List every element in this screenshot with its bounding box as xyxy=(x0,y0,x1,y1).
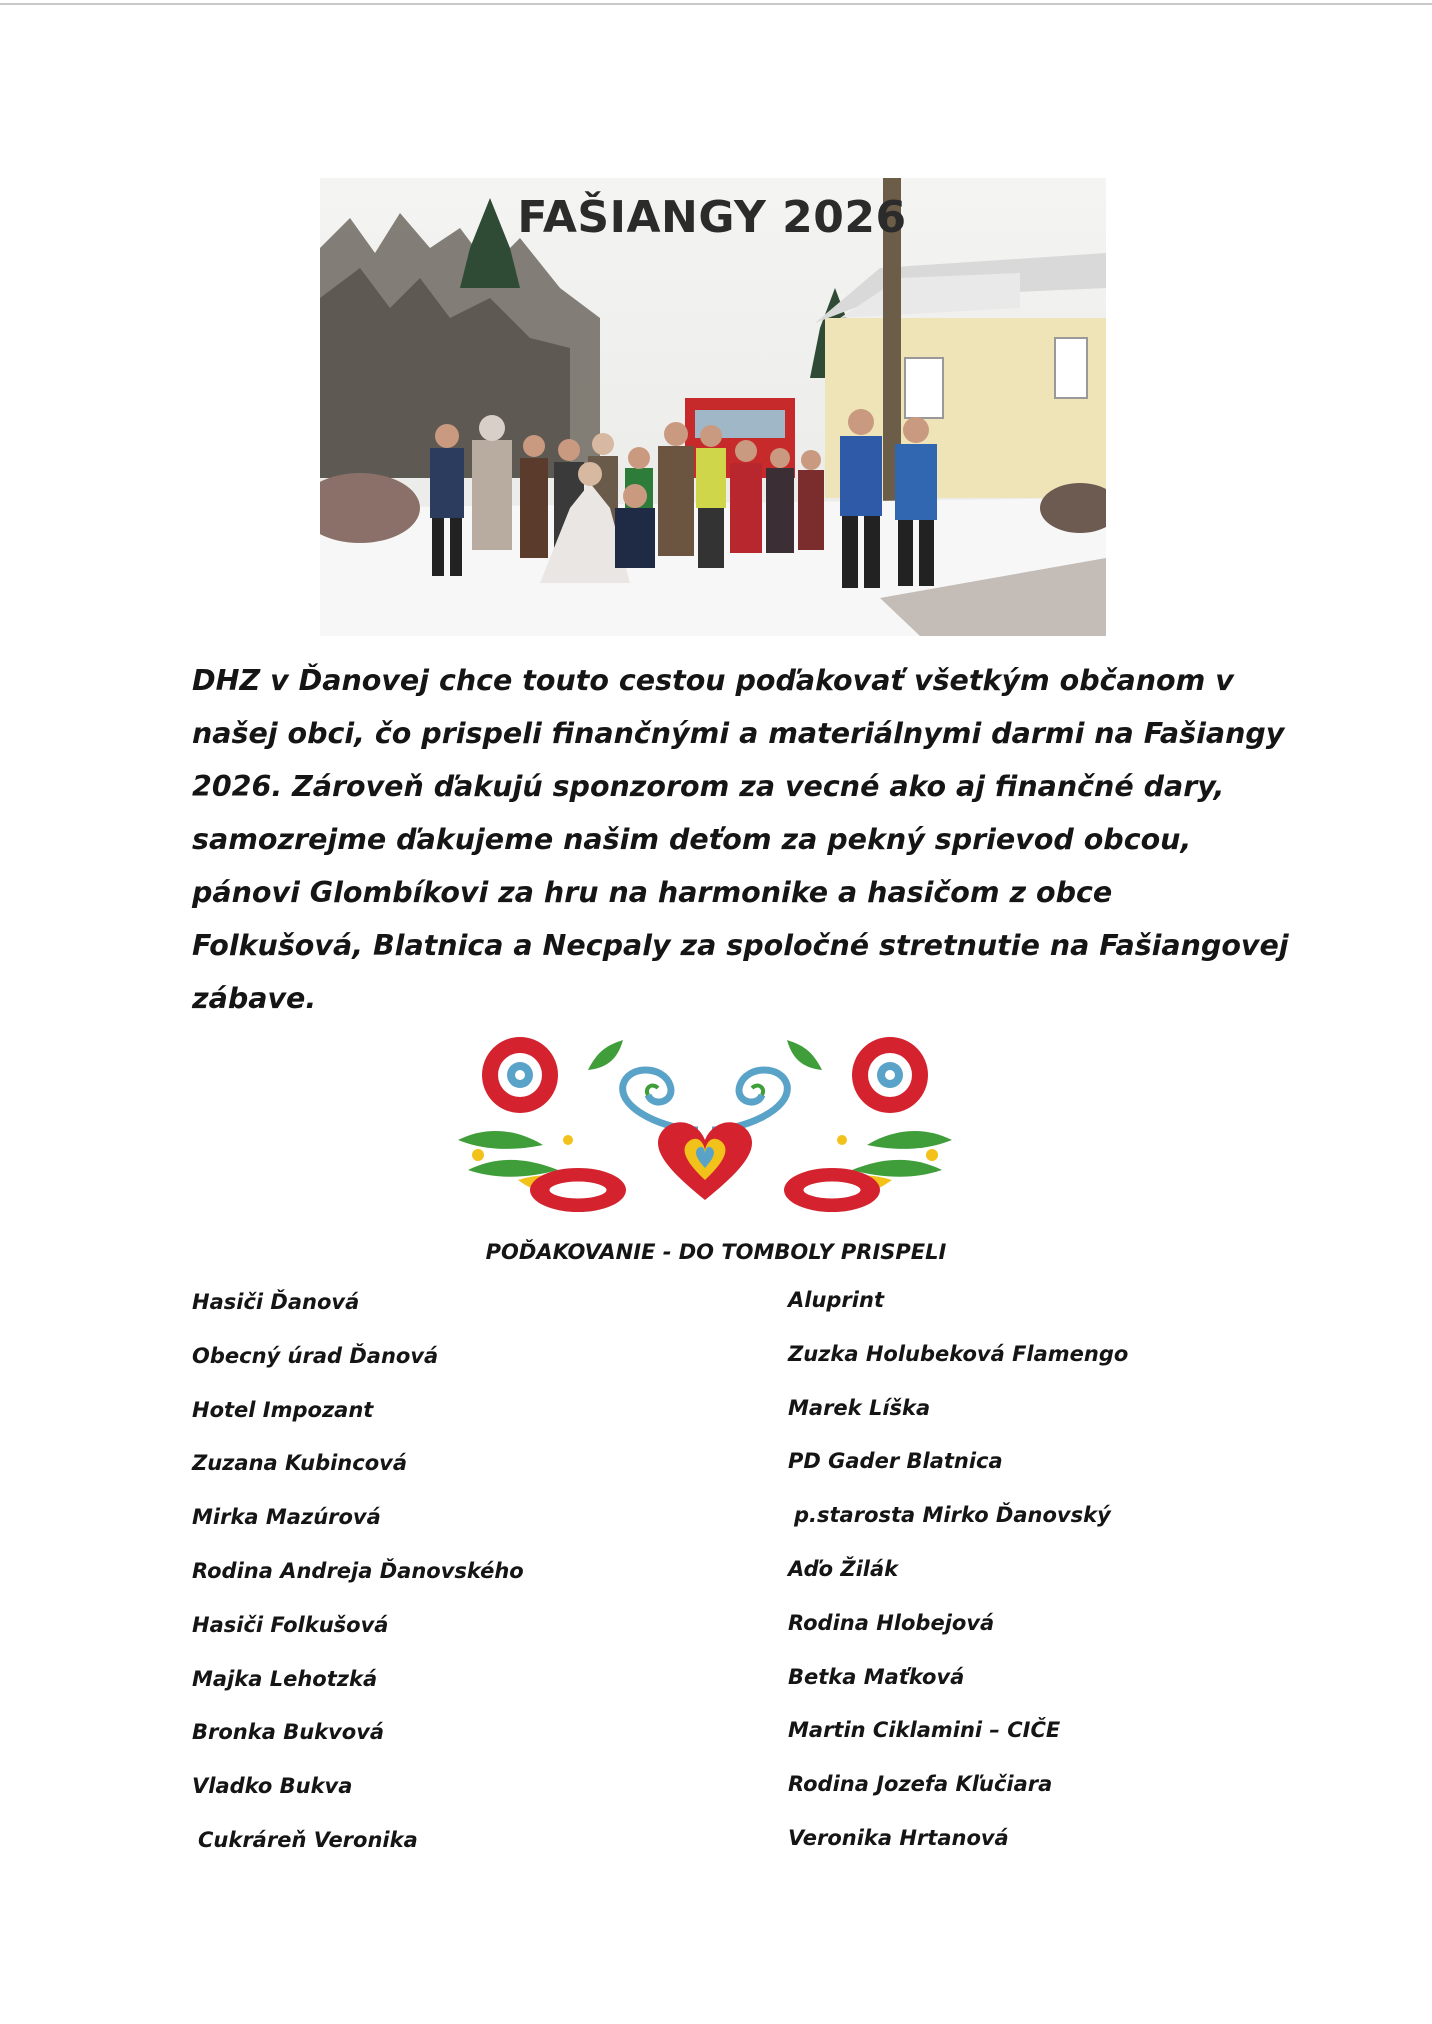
donor-item: Obecný úrad Ďanová xyxy=(192,1343,439,1368)
donor-item: Vladko Bukva xyxy=(192,1774,353,1799)
photo-scene xyxy=(320,178,1106,636)
donor-item: Hasiči Ďanová xyxy=(192,1290,360,1314)
donor-item: Zuzka Holubeková Flamengo xyxy=(788,1341,1129,1366)
donor-item: Aluprint xyxy=(788,1288,884,1312)
top-rule xyxy=(0,3,1432,5)
donor-item: Veronika Hrtanová xyxy=(788,1825,1009,1850)
heart-icon xyxy=(658,1122,752,1200)
donor-item: Rodina Hlobejová xyxy=(788,1610,995,1635)
donor-item: Zuzana Kubincová xyxy=(192,1451,407,1476)
donor-item: Aďo Žilák xyxy=(788,1556,899,1581)
group-photo xyxy=(320,178,1106,636)
donor-item: Rodina Jozefa Kľučiara xyxy=(788,1772,1053,1797)
donor-item: Bronka Bukvová xyxy=(192,1720,385,1745)
folk-ornament-graphic xyxy=(448,1030,962,1216)
donor-item: Marek Líška xyxy=(788,1395,931,1420)
donor-item: p.starosta Mirko Ďanovský xyxy=(794,1503,1111,1528)
donor-item: Martin Ciklamini – CIČE xyxy=(788,1718,1061,1743)
donor-item: Betka Maťková xyxy=(788,1664,965,1689)
flower-left-icon xyxy=(482,1037,558,1113)
donor-item: Majka Lehotzká xyxy=(192,1666,378,1691)
donor-item: Cukráreň Veronika xyxy=(198,1827,418,1852)
flower-right-icon xyxy=(852,1037,928,1113)
thanks-paragraph: DHZ v Ďanovej chce touto cestou poďakovať všetkým občanom v našej obci, čo prispeli finančnými a materiálnymi darmi na Fašiangy 2026. Zároveň ďakujú sponzorom za vecné ako aj finančné dary, samozrejme ďakujeme našim deťom za pekný sprievod obcou, pánovi Glombíkovi za hru na harmonike a hasičom z obce Folkušová, Blatnica a Necpaly za spoločné stretnutie na Fašiangovej zábave. xyxy=(192,664,1289,1015)
donors-left-column xyxy=(192,1290,524,1882)
donor-item: Hasiči Folkušová xyxy=(192,1612,389,1637)
photo-title: FAŠIANGY 2026 xyxy=(517,192,907,243)
donors-right-column xyxy=(788,1288,1128,1880)
donor-item: PD Gader Blatnica xyxy=(788,1449,1003,1474)
folk-ornament xyxy=(448,1030,962,1216)
donor-item: Mirka Mazúrová xyxy=(192,1505,381,1530)
donor-item: Rodina Andreja Ďanovského xyxy=(192,1558,524,1583)
donor-item: Hotel Impozant xyxy=(192,1397,374,1422)
donors-heading: POĎAKOVANIE - DO TOMBOLY PRISPELI xyxy=(485,1240,947,1264)
